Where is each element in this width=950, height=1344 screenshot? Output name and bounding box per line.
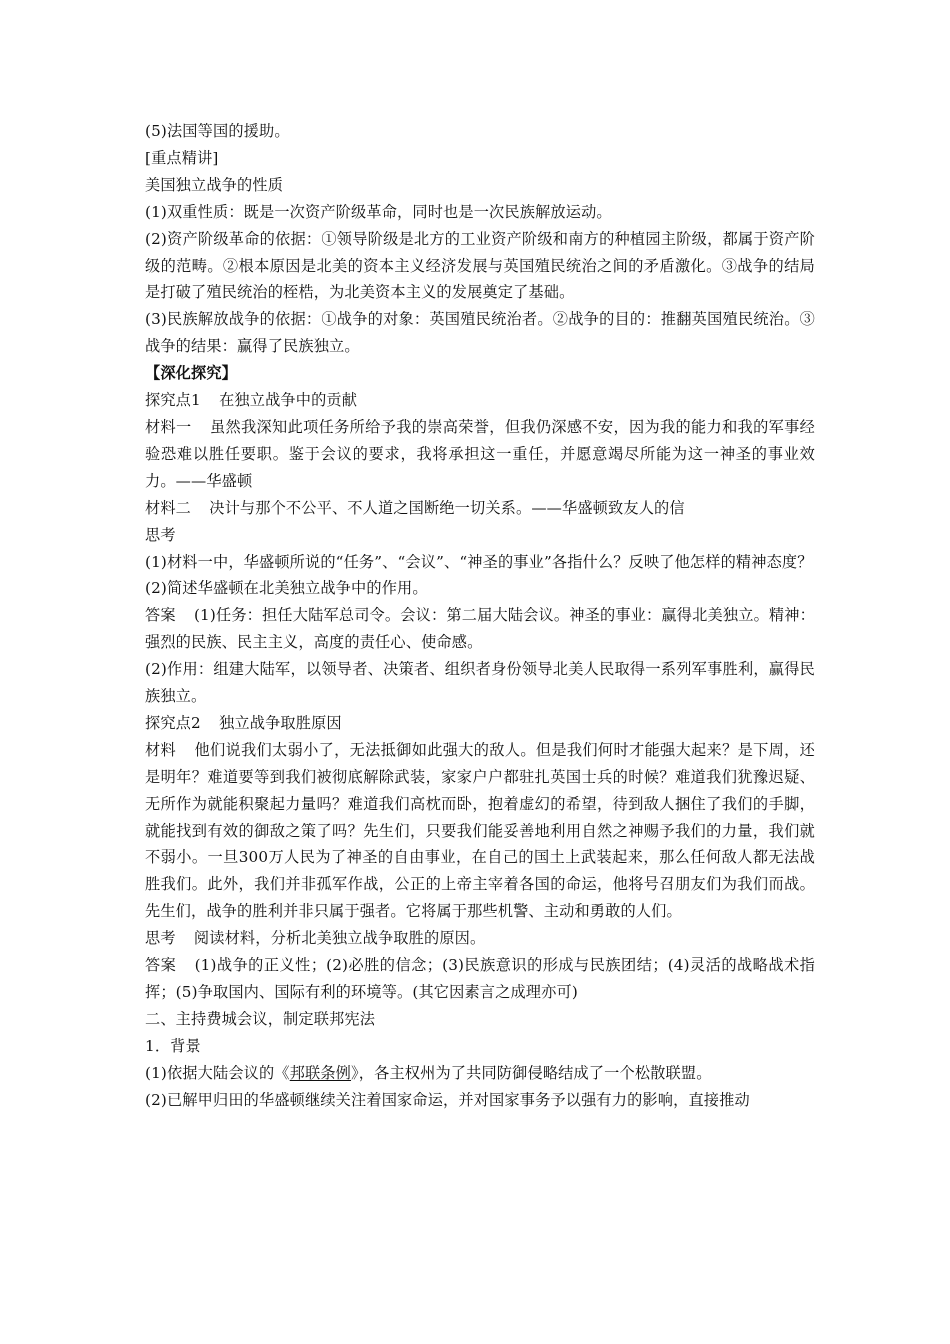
- question-heading: 思考: [145, 525, 176, 544]
- paragraph: (5)法国等国的援助。: [145, 122, 290, 140]
- material-label: 材料一: [145, 417, 192, 436]
- answer-paragraph: [145, 602, 815, 656]
- question-paragraph: (2)简述华盛顿在北美独立战争中的作用。: [145, 579, 428, 598]
- subsection-heading: 1．背景: [145, 1036, 201, 1055]
- answer-text: (1)战争的正义性；(2)必胜的信念；(3)民族意识的形成与民族团结；(4)灵活的战略战术指挥；(5)争取国内、国际有利的环境等。(其它因素言之成理亦可): [145, 956, 815, 1001]
- paragraph: (1)双重性质：既是一次资产阶级革命，同时也是一次民族解放运动。: [145, 202, 612, 221]
- material-text: 虽然我深知此项任务所给予我的崇高荣誉，但我仍深感不安，因为我的能力和我的军事经验恐难以胜任要职。鉴于会议的要求，我将承担这一重任，并愿意竭尽所能为这一神圣的事业效力。——华盛顿: [145, 417, 815, 490]
- text-segment: 》，各主权州为了共同防御侵略结成了一个松散联盟。: [351, 1063, 712, 1082]
- answer-paragraph: [145, 952, 815, 1006]
- inquiry-point-title: 独立战争取胜原因: [219, 713, 342, 732]
- material-label: 材料二: [145, 498, 192, 517]
- document-body: [145, 118, 815, 1114]
- material-paragraph: [145, 414, 815, 495]
- answer-label: 答案: [145, 606, 176, 625]
- answer-label: 答案: [145, 956, 177, 975]
- question-paragraph: [145, 925, 815, 952]
- material-text: 决计与那个不公平、不人道之国断绝一切关系。——华盛顿致友人的信: [209, 498, 685, 517]
- question-label: 思考: [145, 929, 176, 948]
- inquiry-point-heading: [145, 387, 815, 414]
- inquiry-point-label: 探究点2: [145, 713, 201, 732]
- section-heading-bold: 【深化探究】: [145, 364, 238, 383]
- material-paragraph: [145, 737, 815, 925]
- text-segment: (1)依据大陆会议的《: [145, 1063, 290, 1082]
- section-heading: 二、主持费城会议，制定联邦宪法: [145, 1009, 376, 1028]
- answer-text: (1)任务：担任大陆军总司令。会议：第二届大陆会议。神圣的事业：赢得北美独立。精神：强烈的民族、民主主义，高度的责任心、使命感。: [145, 606, 815, 652]
- answer-paragraph: (2)作用：组建大陆军，以领导者、决策者、组织者身份领导北美人民取得一系列军事胜利，赢得民族独立。: [145, 660, 815, 706]
- material-paragraph: [145, 495, 815, 522]
- paragraph: [145, 1060, 815, 1087]
- inquiry-point-title: 在独立战争中的贡献: [219, 391, 358, 410]
- section-marker: [重点精讲]: [145, 148, 219, 167]
- paragraph: (3)民族解放战争的依据：①战争的对象：英国殖民统治者。②战争的目的：推翻英国殖民统治。③战争的结果：赢得了民族独立。: [145, 310, 815, 356]
- material-label: 材料: [145, 740, 177, 759]
- articles-of-confederation-link[interactable]: 邦联条例: [289, 1063, 352, 1082]
- material-text: 他们说我们太弱小了，无法抵御如此强大的敌人。但是我们何时才能强大起来？是下周，还是明年？难道要等到我们被彻底解除武装，家家户户都驻扎英国士兵的时候？难道我们犹豫迟疑、无所作为就能积聚起力量吗？难道我们高枕而卧，抱着虚幻的希望，待到敌人捆住了我们的手脚，就能找到有效的御敌之策了吗？先生们，只要我们能妥善地利用自然之神赐予我们的力量，我们就不弱小。一旦300万人民为了神圣的自由事业，在自己的国土上武装起来，那么任何敌人都无法战胜我们。此外，我们并非孤军作战，公正的上帝主宰着各国的命运，他将号召朋友们为我们而战。先生们，战争的胜利并非只属于强者。它将属于那些机警、主动和勇敢的人们。: [145, 740, 815, 921]
- question-paragraph: (1)材料一中，华盛顿所说的“任务”、“会议”、“神圣的事业”各指什么？反映了他怎样的精神态度？: [145, 552, 813, 571]
- inquiry-point-heading: [145, 710, 815, 737]
- question-text: 阅读材料，分析北美独立战争取胜的原因。: [193, 929, 486, 948]
- paragraph: (2)已解甲归田的华盛顿继续关注着国家命运，并对国家事务予以强有力的影响，直接推动: [145, 1090, 750, 1109]
- paragraph: (2)资产阶级革命的依据：①领导阶级是北方的工业资产阶级和南方的种植园主阶级，都属于资产阶级的范畴。②根本原因是北美的资本主义经济发展与英国殖民统治之间的矛盾激化。③战争的结局是打破了殖民统治的桎梏，为北美资本主义的发展奠定了基础。: [145, 229, 815, 302]
- section-heading: 美国独立战争的性质: [145, 175, 284, 194]
- inquiry-point-label: 探究点1: [145, 391, 201, 410]
